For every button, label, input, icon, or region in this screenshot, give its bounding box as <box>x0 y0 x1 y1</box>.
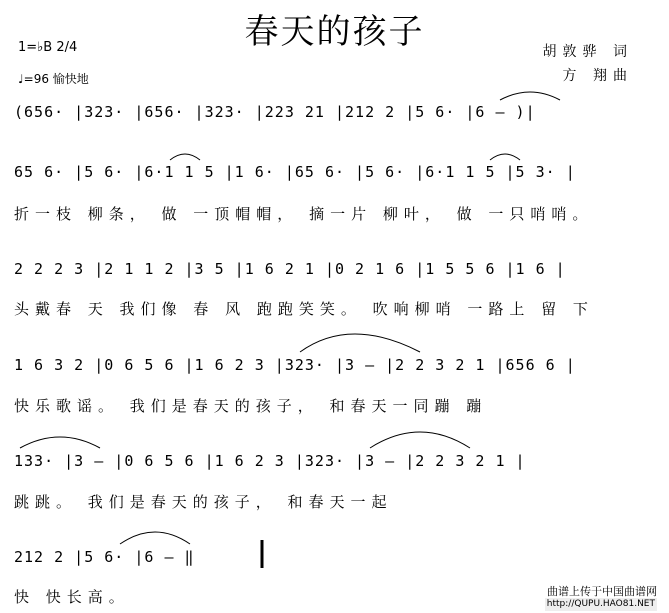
lyricist: 胡敦骅 词 <box>542 44 633 60</box>
staff-row-3-notes: 2 2 2 3 |2 1 1 2 |3 5 |1 6 2 1 |0 2 1 6 |1 5 5 6 |1 6 | <box>14 260 566 278</box>
staff-row-1-notes: (656· |323· |656· |323· |223 21 |212 2 |5 6· |6 – )| <box>14 103 536 121</box>
upload-note: 曲谱上传于中国曲谱网 <box>547 585 657 598</box>
time-signature: 2/4 <box>56 40 78 55</box>
staff-row-5-notes: 133· |3 – |0 6 5 6 |1 6 2 3 |323· |3 – |2 2 3 2 1 | <box>14 452 526 470</box>
slur-1 <box>500 92 560 100</box>
slur-5 <box>20 437 100 448</box>
staff-row-2-notes: 65 6· |5 6· |6·1 1 5 |1 6· |65 6· |5 6· |6·1 1 5 |5 3· | <box>14 163 576 181</box>
staff-row-4-lyrics: 快乐歌谣。 我们是春天的孩子， 和春天一同蹦 蹦 <box>14 397 488 415</box>
composer: 方 翔曲 <box>562 68 633 84</box>
staff-row-5-lyrics: 跳跳。 我们是春天的孩子， 和春天一起 <box>14 493 393 511</box>
footer <box>545 585 657 611</box>
slur-2 <box>170 154 200 160</box>
slur-3 <box>490 154 520 160</box>
slur-7 <box>120 532 190 544</box>
staff-row-6-lyrics: 快 快长高。 <box>14 588 130 606</box>
staff-row-3-lyrics: 头戴春 天 我们像 春 风 跑跑笑笑。 吹响柳哨 一路上 留 下 <box>14 300 594 318</box>
key-label: 1=♭B <box>18 40 53 55</box>
staff-row-2-lyrics: 折一枝 柳条， 做 一顶帽帽， 摘一片 柳叶， 做 一只哨哨。 <box>14 205 594 223</box>
tempo-marking: ♩=96 愉快地 <box>18 72 89 86</box>
staff-row-4-notes: 1 6 3 2 |0 6 5 6 |1 6 2 3 |323· |3 – |2 2 3 2 1 |656 6 | <box>14 356 576 374</box>
staff-row-6-notes: 212 2 |5 6· |6 – ‖ <box>14 548 195 566</box>
slur-6 <box>370 432 470 448</box>
slur-4 <box>300 334 420 352</box>
song-title: 春天的孩子 <box>244 12 425 52</box>
site-url: http://QUPU.HAO81.NET <box>546 599 655 609</box>
